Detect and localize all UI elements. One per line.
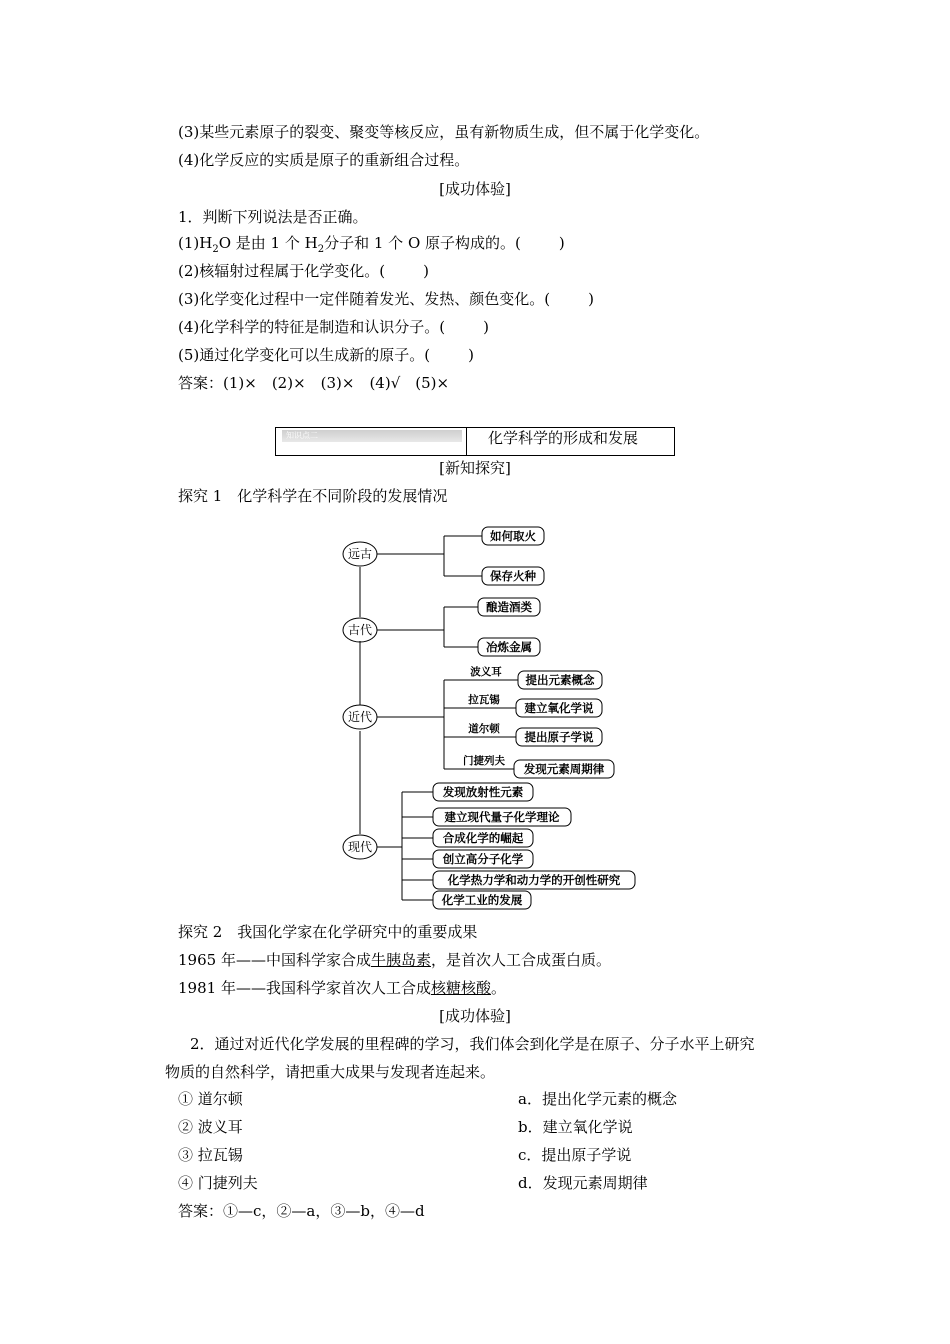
diagram-item: 保存火种: [490, 569, 536, 583]
diagram-item: 合成化学的崛起: [442, 831, 524, 845]
question-2-line-1: 2．通过对近代化学发展的里程碑的学习，我们体会到化学是在原子、分子水平上研究: [190, 1035, 755, 1053]
diagram-item: 提出原子学说: [524, 730, 594, 744]
match-left-3: ③ 拉瓦锡: [178, 1146, 243, 1164]
success-heading-2: [成功体验]: [439, 1007, 511, 1025]
question-1: 1．判断下列说法是否正确。: [178, 208, 368, 226]
diagram-item: 建立现代量子化学理论: [444, 810, 560, 824]
scientist-label: 拉瓦锡: [468, 694, 500, 706]
knowledge-tag: 知识点二: [282, 430, 462, 442]
judge-item-4: (4)化学科学的特征是制造和认识分子。( ): [178, 318, 489, 336]
note-4: (4)化学反应的实质是原子的重新组合过程。: [178, 151, 470, 169]
diagram-item: 如何取火: [490, 529, 536, 543]
diagram-item: 冶炼金属: [486, 640, 532, 654]
match-left-1: ① 道尔顿: [178, 1090, 243, 1108]
judge-item-5: (5)通过化学变化可以生成新的原子。( ): [178, 346, 474, 364]
explore-2-title: 探究 2 我国化学家在化学研究中的重要成果: [178, 923, 478, 941]
diagram-item: 提出元素概念: [525, 673, 595, 687]
diagram-item: 酿造酒类: [486, 600, 532, 614]
match-left-2: ② 波义耳: [178, 1118, 243, 1136]
scientist-label: 道尔顿: [468, 723, 500, 735]
era-label: 古代: [347, 623, 373, 637]
diagram-item: 发现元素周期律: [523, 762, 605, 776]
knowledge-title: 化学科学的形成和发展: [488, 429, 639, 447]
new-explore-heading: [新知探究]: [439, 459, 511, 477]
match-right-a: a．提出化学元素的概念: [518, 1090, 677, 1108]
question-2-line-2: 物质的自然科学，请把重大成果与发现者连起来。: [165, 1063, 496, 1081]
era-label: 现代: [347, 840, 373, 854]
diagram-item: 发现放射性元素: [442, 785, 524, 799]
achievement-1965: 1965 年——中国科学家合成牛胰岛素，是首次人工合成蛋白质。: [178, 951, 611, 969]
scientist-label: 波义耳: [470, 666, 502, 678]
diagram-item: 化学热力学和动力学的开创性研究: [447, 873, 621, 887]
note-3: (3)某些元素原子的裂变、聚变等核反应，虽有新物质生成，但不属于化学变化。: [178, 123, 710, 141]
diagram-item: 化学工业的发展: [441, 893, 523, 907]
scientist-label: 门捷列夫: [463, 755, 505, 767]
answer-2: 答案：①—c，②—a，③—b，④—d: [178, 1202, 425, 1220]
match-left-4: ④ 门捷列夫: [178, 1174, 258, 1192]
explore-1-title: 探究 1 化学科学在不同阶段的发展情况: [178, 487, 448, 505]
judge-item-2: (2)核辐射过程属于化学变化。( ): [178, 262, 429, 280]
diagram-item: 建立氧化学说: [524, 701, 594, 715]
match-right-d: d．发现元素周期律: [518, 1174, 648, 1192]
match-right-b: b．建立氧化学说: [518, 1118, 633, 1136]
answer-1: 答案：(1)× (2)× (3)× (4)√ (5)×: [178, 374, 450, 392]
judge-item-3: (3)化学变化过程中一定伴随着发光、发热、颜色变化。( ): [178, 290, 594, 308]
success-heading-1: [成功体验]: [439, 180, 511, 198]
judge-item-1: $(1)H_2O$ 是由 1 个 $H_2$分子和 1 个 O 原子构成的。( ): [178, 234, 565, 255]
match-right-c: c．提出原子学说: [518, 1146, 632, 1164]
diagram-item: 创立高分子化学: [442, 852, 524, 866]
achievement-1981: 1981 年——我国科学家首次人工合成核糖核酸。: [178, 979, 506, 997]
era-label: 远古: [347, 547, 373, 561]
era-label: 近代: [347, 710, 373, 724]
